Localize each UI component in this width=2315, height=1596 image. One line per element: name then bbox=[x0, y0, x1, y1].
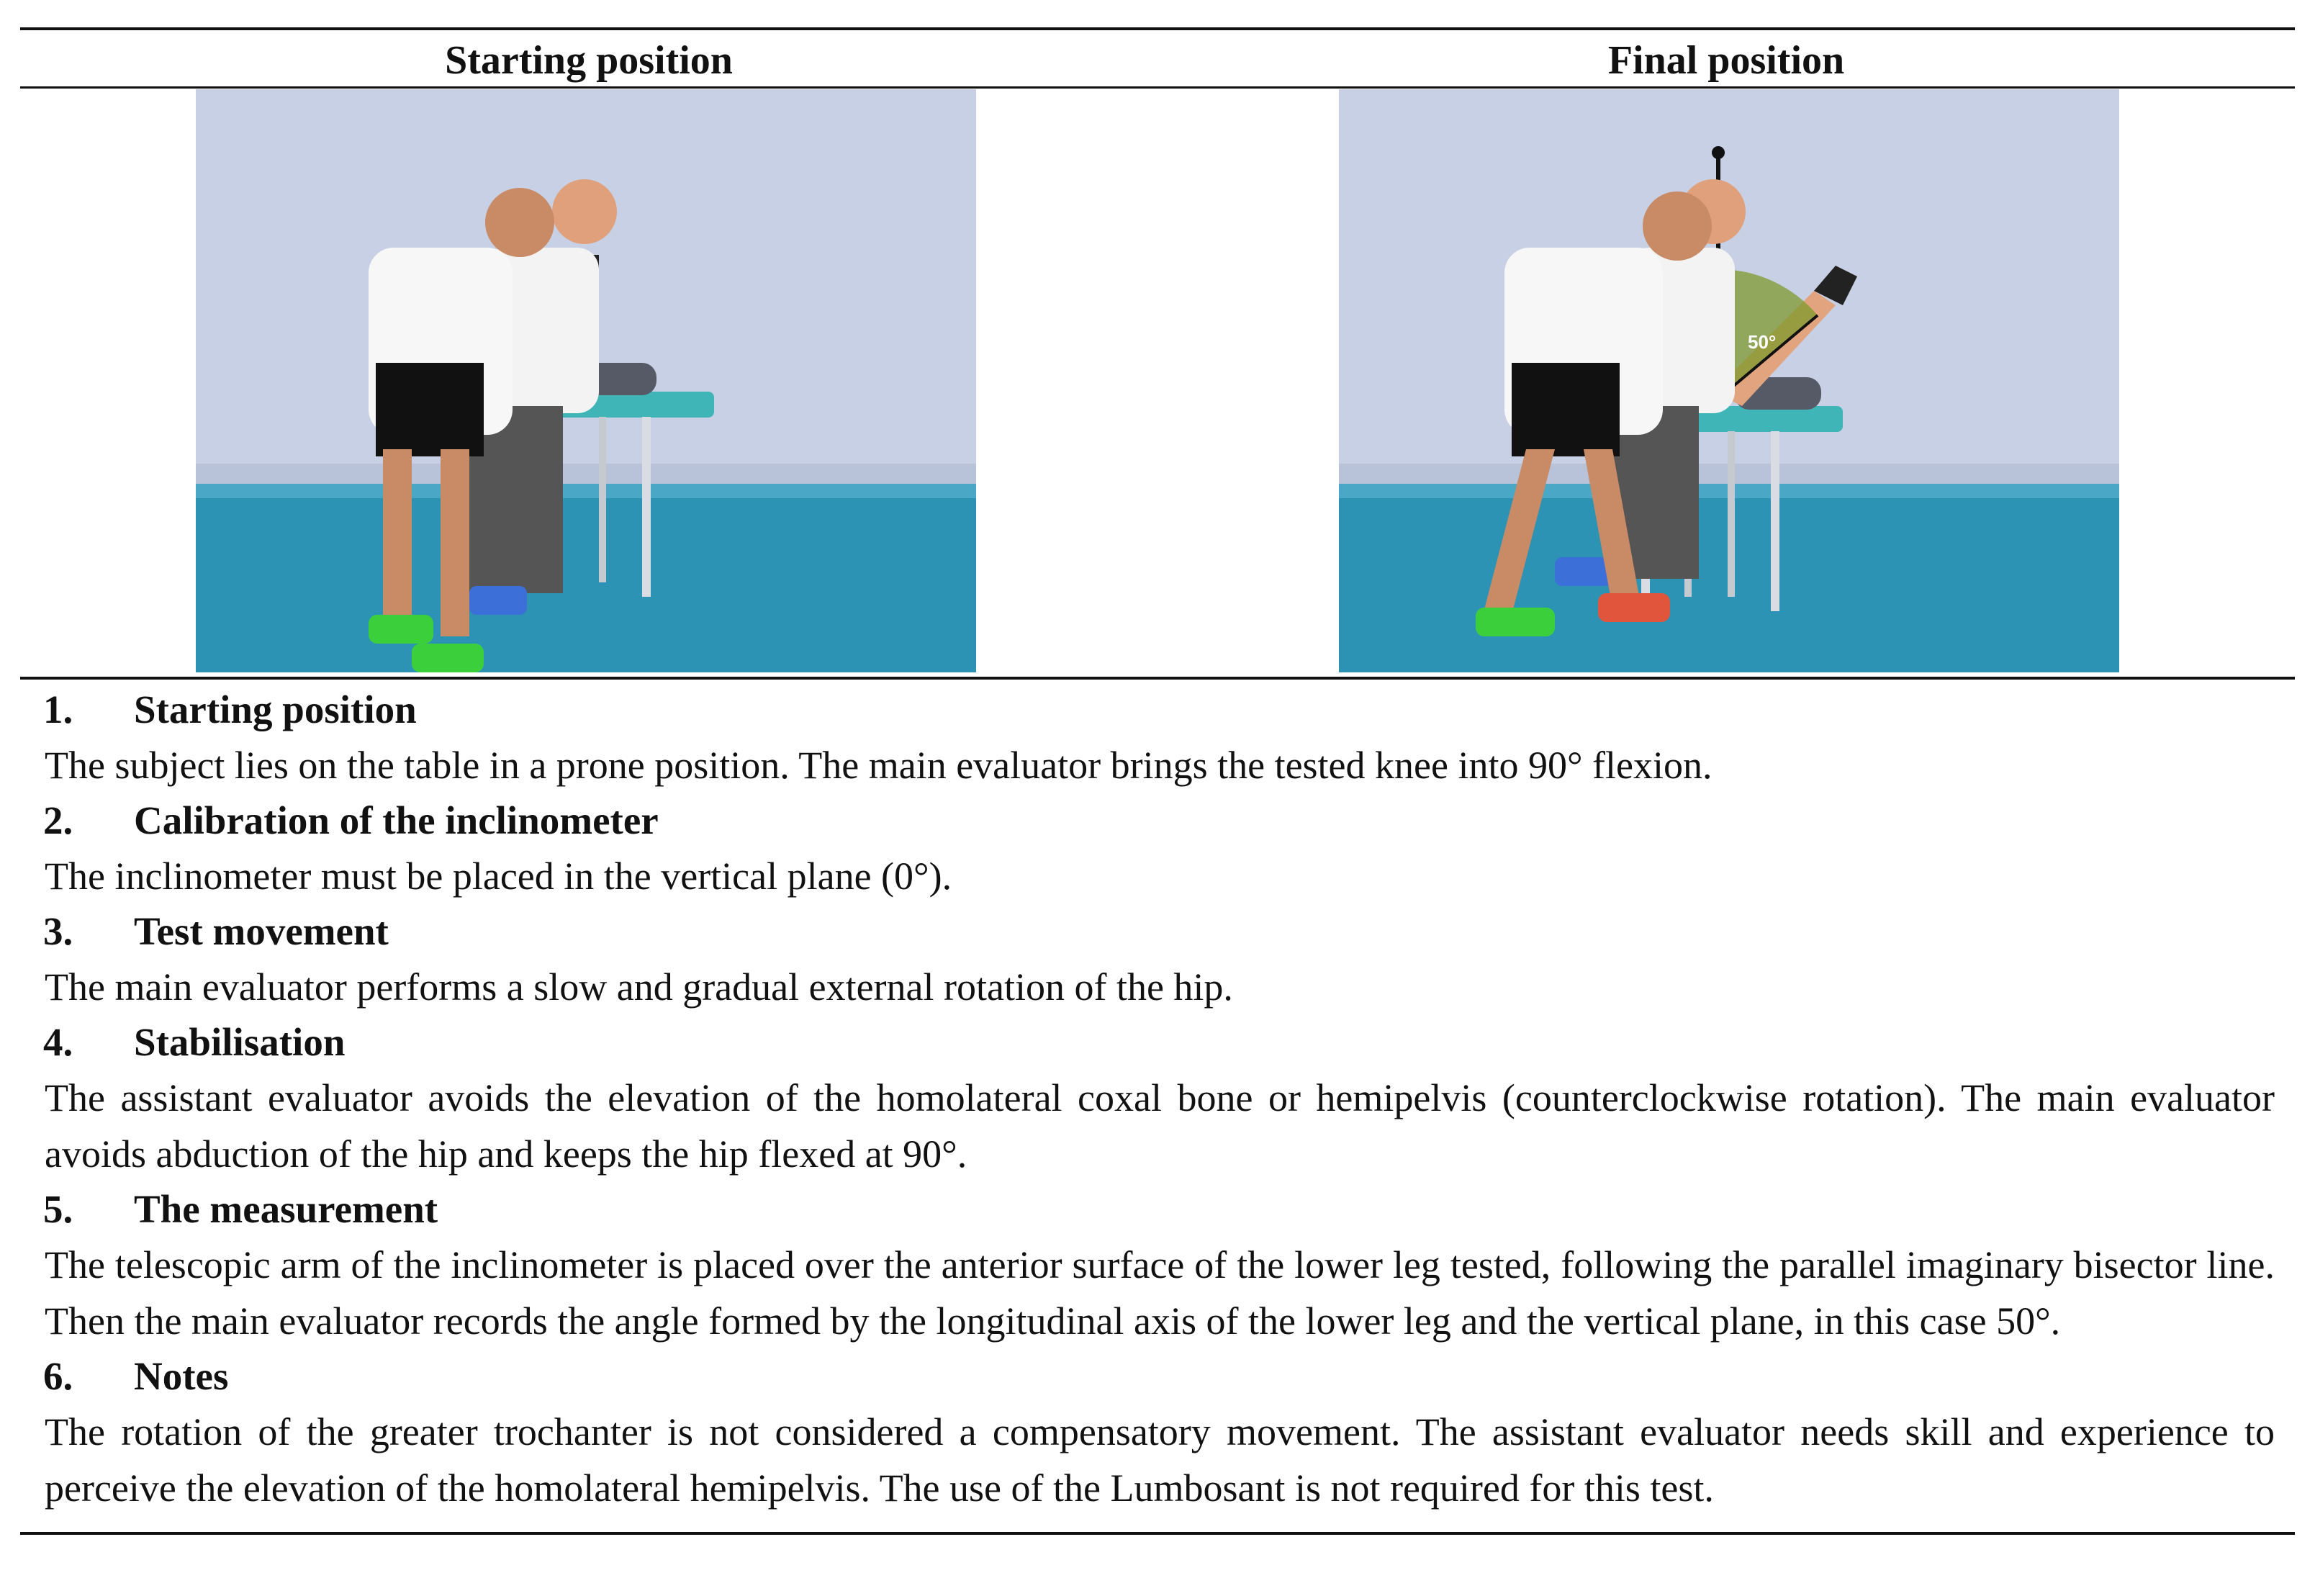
step-2 bbox=[43, 793, 2275, 904]
step-description: The telescopic arm of the inclinometer is placed over the anterior surface of the lower leg tested, following the parallel imaginary bisector line. Then the main evaluator records the angle formed by the longitudinal axis of the lower leg and the vertical plane, in this case 50°. bbox=[45, 1243, 2275, 1343]
step-description: The rotation of the greater trochanter is not considered a compensatory movement. The assistant evaluator needs skill and experience to perceive the elevation of the homolateral hemipelvis. The use of the Lumbosant is not required for this test. bbox=[45, 1410, 2275, 1510]
step-number: 2. bbox=[43, 798, 73, 842]
step-description: The main evaluator performs a slow and gradual external rotation of the hip. bbox=[45, 965, 1233, 1009]
step-1 bbox=[43, 682, 2275, 793]
angle-label: 50° bbox=[1748, 331, 1777, 353]
step-number: 6. bbox=[43, 1354, 73, 1398]
bottom-rule bbox=[20, 1532, 2295, 1535]
column-header-final: Final position bbox=[1607, 38, 1845, 83]
step-title: Calibration of the inclinometer bbox=[134, 798, 659, 842]
step-4 bbox=[43, 1015, 2275, 1182]
step-number: 3. bbox=[43, 909, 73, 953]
step-5 bbox=[43, 1182, 2275, 1349]
step-heading bbox=[43, 1015, 2275, 1070]
step-heading bbox=[43, 682, 2275, 737]
protocol-steps bbox=[43, 682, 2275, 1516]
step-heading bbox=[43, 1182, 2275, 1237]
starting-position-photo bbox=[196, 89, 976, 672]
step-heading bbox=[43, 1349, 2275, 1404]
step-title: Test movement bbox=[134, 909, 389, 953]
step-title: Notes bbox=[134, 1354, 229, 1398]
step-6 bbox=[43, 1349, 2275, 1516]
step-title: Starting position bbox=[134, 687, 417, 731]
step-title: Stabilisation bbox=[134, 1020, 346, 1064]
step-description: The subject lies on the table in a prone position. The main evaluator brings the tested knee into 90° flexion. bbox=[45, 744, 1712, 787]
step-heading bbox=[43, 793, 2275, 848]
column-header-starting: Starting position bbox=[445, 38, 733, 83]
mid-rule bbox=[20, 677, 2295, 680]
step-description: The assistant evaluator avoids the elevation of the homolateral coxal bone or hemipelvis (counterclockwise rotation). The main evaluator avoids abduction of the hip and keeps the hip flexed at 90°. bbox=[45, 1076, 2275, 1176]
step-number: 5. bbox=[43, 1187, 73, 1231]
final-position-photo bbox=[1339, 89, 2119, 672]
step-heading bbox=[43, 904, 2275, 959]
top-rule bbox=[20, 27, 2295, 30]
step-description: The inclinometer must be placed in the vertical plane (0°). bbox=[45, 855, 952, 898]
vertical-line-endpoint bbox=[1712, 146, 1725, 159]
step-number: 4. bbox=[43, 1020, 73, 1064]
step-number: 1. bbox=[43, 687, 73, 731]
step-title: The measurement bbox=[134, 1187, 438, 1231]
step-3 bbox=[43, 904, 2275, 1015]
